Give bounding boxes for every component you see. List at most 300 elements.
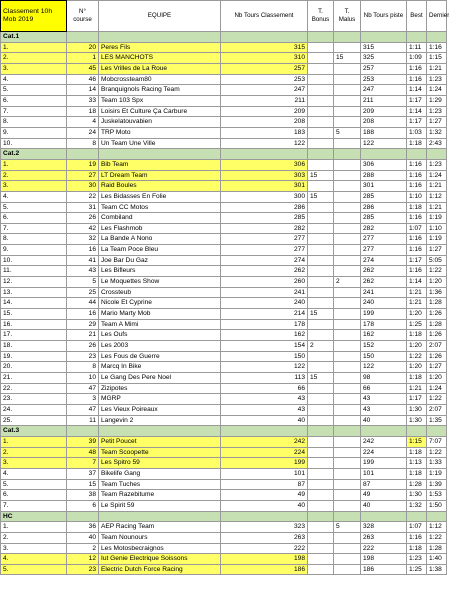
bonus-cell[interactable]: 15: [308, 309, 334, 320]
rank-cell[interactable]: 7.: [1, 106, 67, 117]
last-lap-cell[interactable]: 1:28: [427, 298, 447, 309]
laps-track-cell[interactable]: 253: [361, 74, 407, 85]
team-cell[interactable]: Le Gang Des Pere Noel: [99, 373, 221, 384]
laps-track-cell[interactable]: 122: [361, 362, 407, 373]
race-number-cell[interactable]: 21: [67, 330, 99, 341]
best-lap-cell[interactable]: 1:16: [407, 234, 427, 245]
bonus-cell[interactable]: [308, 532, 334, 543]
race-number-cell[interactable]: 8: [67, 362, 99, 373]
rank-cell[interactable]: 15.: [1, 309, 67, 320]
team-cell[interactable]: Langevin 2: [99, 415, 221, 426]
bonus-cell[interactable]: [308, 287, 334, 298]
bonus-cell[interactable]: [308, 330, 334, 341]
bonus-cell[interactable]: [308, 458, 334, 469]
rank-cell[interactable]: 16.: [1, 319, 67, 330]
rank-cell[interactable]: 3.: [1, 458, 67, 469]
race-number-cell[interactable]: 40: [67, 532, 99, 543]
team-cell[interactable]: Un Team Une Ville: [99, 138, 221, 149]
race-number-cell[interactable]: 29: [67, 319, 99, 330]
empty-cell[interactable]: [221, 149, 308, 160]
rank-cell[interactable]: 5.: [1, 85, 67, 96]
laps-track-cell[interactable]: 315: [361, 42, 407, 53]
last-lap-cell[interactable]: 1:27: [427, 117, 447, 128]
best-lap-cell[interactable]: 1:20: [407, 341, 427, 352]
malus-cell[interactable]: [334, 245, 361, 256]
malus-cell[interactable]: [334, 383, 361, 394]
team-cell[interactable]: Team 103 Spx: [99, 95, 221, 106]
best-lap-cell[interactable]: 1:16: [407, 213, 427, 224]
bonus-cell[interactable]: [308, 436, 334, 447]
last-lap-cell[interactable]: 1:23: [427, 74, 447, 85]
malus-cell[interactable]: [334, 543, 361, 554]
last-lap-cell[interactable]: 1:22: [427, 394, 447, 405]
last-lap-cell[interactable]: 1:21: [427, 63, 447, 74]
laps-ranking-cell[interactable]: 257: [221, 63, 308, 74]
race-number-cell[interactable]: 14: [67, 85, 99, 96]
race-number-cell[interactable]: 43: [67, 266, 99, 277]
team-cell[interactable]: Marcq In Bike: [99, 362, 221, 373]
malus-cell[interactable]: [334, 213, 361, 224]
empty-cell[interactable]: [407, 426, 427, 437]
rank-cell[interactable]: 9.: [1, 245, 67, 256]
team-cell[interactable]: Les Bidasses En Folie: [99, 191, 221, 202]
empty-cell[interactable]: [427, 426, 447, 437]
laps-track-cell[interactable]: 240: [361, 298, 407, 309]
team-cell[interactable]: Team Scoopette: [99, 447, 221, 458]
rank-cell[interactable]: 14.: [1, 298, 67, 309]
team-cell[interactable]: Team Razebitume: [99, 490, 221, 501]
empty-cell[interactable]: [67, 511, 99, 522]
rank-cell[interactable]: 7.: [1, 500, 67, 511]
last-lap-cell[interactable]: 1:40: [427, 554, 447, 565]
laps-track-cell[interactable]: 224: [361, 447, 407, 458]
empty-cell[interactable]: [407, 149, 427, 160]
race-number-cell[interactable]: 19: [67, 159, 99, 170]
laps-track-cell[interactable]: 222: [361, 543, 407, 554]
best-lap-cell[interactable]: 1:10: [407, 191, 427, 202]
malus-cell[interactable]: [334, 319, 361, 330]
race-number-cell[interactable]: 4: [67, 117, 99, 128]
laps-ranking-cell[interactable]: 211: [221, 95, 308, 106]
laps-ranking-cell[interactable]: 40: [221, 415, 308, 426]
last-lap-cell[interactable]: 1:32: [427, 127, 447, 138]
laps-track-cell[interactable]: 263: [361, 532, 407, 543]
rank-cell[interactable]: 1.: [1, 522, 67, 533]
laps-ranking-cell[interactable]: 282: [221, 223, 308, 234]
laps-track-cell[interactable]: 247: [361, 85, 407, 96]
bonus-cell[interactable]: [308, 468, 334, 479]
bonus-cell[interactable]: [308, 95, 334, 106]
race-number-cell[interactable]: 23: [67, 564, 99, 575]
laps-track-cell[interactable]: 277: [361, 245, 407, 256]
rank-cell[interactable]: 1.: [1, 159, 67, 170]
bonus-cell[interactable]: [308, 202, 334, 213]
race-number-cell[interactable]: 18: [67, 106, 99, 117]
malus-cell[interactable]: [334, 341, 361, 352]
rank-cell[interactable]: 20.: [1, 362, 67, 373]
category-label[interactable]: Cat.1: [1, 32, 67, 43]
best-lap-cell[interactable]: 1:20: [407, 309, 427, 320]
malus-cell[interactable]: [334, 42, 361, 53]
laps-track-cell[interactable]: 241: [361, 287, 407, 298]
malus-cell[interactable]: [334, 74, 361, 85]
laps-track-cell[interactable]: 150: [361, 351, 407, 362]
malus-cell[interactable]: [334, 468, 361, 479]
malus-cell[interactable]: [334, 202, 361, 213]
bonus-cell[interactable]: [308, 543, 334, 554]
bonus-cell[interactable]: [308, 53, 334, 64]
malus-cell[interactable]: [334, 159, 361, 170]
best-lap-cell[interactable]: 1:16: [407, 181, 427, 192]
team-cell[interactable]: Iut Genie Electrique Soissons: [99, 554, 221, 565]
race-number-cell[interactable]: 7: [67, 458, 99, 469]
bonus-cell[interactable]: [308, 138, 334, 149]
team-cell[interactable]: Juskelatouvabien: [99, 117, 221, 128]
best-lap-cell[interactable]: 1:16: [407, 63, 427, 74]
race-number-cell[interactable]: 8: [67, 138, 99, 149]
race-number-cell[interactable]: 42: [67, 223, 99, 234]
laps-track-cell[interactable]: 262: [361, 277, 407, 288]
malus-cell[interactable]: [334, 373, 361, 384]
rank-cell[interactable]: 23.: [1, 394, 67, 405]
team-cell[interactable]: Joe Bar Du Gaz: [99, 255, 221, 266]
last-lap-cell[interactable]: 1:22: [427, 532, 447, 543]
laps-track-cell[interactable]: 101: [361, 468, 407, 479]
laps-track-cell[interactable]: 186: [361, 564, 407, 575]
bonus-cell[interactable]: [308, 394, 334, 405]
empty-cell[interactable]: [334, 426, 361, 437]
race-number-cell[interactable]: 3: [67, 394, 99, 405]
team-cell[interactable]: LES MANCHOTS: [99, 53, 221, 64]
empty-cell[interactable]: [427, 32, 447, 43]
laps-ranking-cell[interactable]: 277: [221, 234, 308, 245]
last-lap-cell[interactable]: 1:12: [427, 191, 447, 202]
team-cell[interactable]: Team Tuches: [99, 479, 221, 490]
malus-cell[interactable]: [334, 447, 361, 458]
laps-track-cell[interactable]: 198: [361, 554, 407, 565]
malus-cell[interactable]: [334, 298, 361, 309]
laps-ranking-cell[interactable]: 154: [221, 341, 308, 352]
laps-ranking-cell[interactable]: 310: [221, 53, 308, 64]
best-lap-cell[interactable]: 1:16: [407, 532, 427, 543]
malus-cell[interactable]: [334, 191, 361, 202]
team-cell[interactable]: Les Bifleurs: [99, 266, 221, 277]
rank-cell[interactable]: 4.: [1, 74, 67, 85]
best-lap-cell[interactable]: 1:21: [407, 287, 427, 298]
laps-ranking-cell[interactable]: 122: [221, 138, 308, 149]
race-number-cell[interactable]: 6: [67, 500, 99, 511]
header-dernier[interactable]: Dernier: [427, 1, 447, 32]
best-lap-cell[interactable]: 1:18: [407, 138, 427, 149]
rank-cell[interactable]: 3.: [1, 543, 67, 554]
header-malus[interactable]: T. Malus: [334, 1, 361, 32]
laps-track-cell[interactable]: 301: [361, 181, 407, 192]
header-num-course[interactable]: N° course: [67, 1, 99, 32]
malus-cell[interactable]: [334, 309, 361, 320]
bonus-cell[interactable]: [308, 117, 334, 128]
empty-cell[interactable]: [361, 149, 407, 160]
malus-cell[interactable]: [334, 106, 361, 117]
empty-cell[interactable]: [221, 32, 308, 43]
race-number-cell[interactable]: 30: [67, 181, 99, 192]
header-equipe[interactable]: EQUIPE: [99, 1, 221, 32]
laps-ranking-cell[interactable]: 199: [221, 458, 308, 469]
header-classement[interactable]: Classement 10h Mob 2019: [1, 1, 67, 32]
team-cell[interactable]: Les 2003: [99, 341, 221, 352]
race-number-cell[interactable]: 32: [67, 234, 99, 245]
malus-cell[interactable]: [334, 266, 361, 277]
team-cell[interactable]: Les Spitro 59: [99, 458, 221, 469]
rank-cell[interactable]: 2.: [1, 170, 67, 181]
last-lap-cell[interactable]: 2:07: [427, 341, 447, 352]
rank-cell[interactable]: 5.: [1, 479, 67, 490]
empty-cell[interactable]: [308, 149, 334, 160]
laps-track-cell[interactable]: 178: [361, 319, 407, 330]
last-lap-cell[interactable]: 1:23: [427, 159, 447, 170]
bonus-cell[interactable]: [308, 564, 334, 575]
rank-cell[interactable]: 12.: [1, 277, 67, 288]
best-lap-cell[interactable]: 1:17: [407, 95, 427, 106]
rank-cell[interactable]: 22.: [1, 383, 67, 394]
bonus-cell[interactable]: [308, 74, 334, 85]
laps-ranking-cell[interactable]: 303: [221, 170, 308, 181]
last-lap-cell[interactable]: 1:16: [427, 42, 447, 53]
laps-track-cell[interactable]: 40: [361, 500, 407, 511]
laps-ranking-cell[interactable]: 315: [221, 42, 308, 53]
best-lap-cell[interactable]: 1:15: [407, 436, 427, 447]
last-lap-cell[interactable]: 1:10: [427, 223, 447, 234]
laps-track-cell[interactable]: 325: [361, 53, 407, 64]
best-lap-cell[interactable]: 1:30: [407, 490, 427, 501]
laps-ranking-cell[interactable]: 253: [221, 74, 308, 85]
race-number-cell[interactable]: 36: [67, 522, 99, 533]
bonus-cell[interactable]: [308, 42, 334, 53]
team-cell[interactable]: La Team Poce Bleu: [99, 245, 221, 256]
laps-ranking-cell[interactable]: 274: [221, 255, 308, 266]
laps-track-cell[interactable]: 162: [361, 330, 407, 341]
best-lap-cell[interactable]: 1:16: [407, 170, 427, 181]
empty-cell[interactable]: [99, 426, 221, 437]
last-lap-cell[interactable]: 2:43: [427, 138, 447, 149]
malus-cell[interactable]: [334, 490, 361, 501]
team-cell[interactable]: Les Fous de Guerre: [99, 351, 221, 362]
rank-cell[interactable]: 10.: [1, 255, 67, 266]
last-lap-cell[interactable]: 1:53: [427, 490, 447, 501]
team-cell[interactable]: Raid Boules: [99, 181, 221, 192]
laps-ranking-cell[interactable]: 49: [221, 490, 308, 501]
laps-ranking-cell[interactable]: 240: [221, 298, 308, 309]
best-lap-cell[interactable]: 1:13: [407, 458, 427, 469]
last-lap-cell[interactable]: 1:22: [427, 447, 447, 458]
rank-cell[interactable]: 19.: [1, 351, 67, 362]
race-number-cell[interactable]: 44: [67, 298, 99, 309]
best-lap-cell[interactable]: 1:16: [407, 266, 427, 277]
race-number-cell[interactable]: 11: [67, 415, 99, 426]
team-cell[interactable]: Branquignols Racing Team: [99, 85, 221, 96]
malus-cell[interactable]: [334, 564, 361, 575]
empty-cell[interactable]: [361, 511, 407, 522]
team-cell[interactable]: Les Vieux Poireaux: [99, 404, 221, 415]
header-nb-tours-classement[interactable]: Nb Tours Classement: [221, 1, 308, 32]
bonus-cell[interactable]: [308, 383, 334, 394]
best-lap-cell[interactable]: 1:18: [407, 447, 427, 458]
rank-cell[interactable]: 11.: [1, 266, 67, 277]
empty-cell[interactable]: [67, 426, 99, 437]
race-number-cell[interactable]: 26: [67, 341, 99, 352]
best-lap-cell[interactable]: 1:07: [407, 522, 427, 533]
laps-track-cell[interactable]: 66: [361, 383, 407, 394]
best-lap-cell[interactable]: 1:14: [407, 85, 427, 96]
malus-cell[interactable]: 5: [334, 522, 361, 533]
rank-cell[interactable]: 18.: [1, 341, 67, 352]
last-lap-cell[interactable]: 1:24: [427, 383, 447, 394]
team-cell[interactable]: Nicole Et Cyprine: [99, 298, 221, 309]
malus-cell[interactable]: 2: [334, 277, 361, 288]
bonus-cell[interactable]: [308, 127, 334, 138]
team-cell[interactable]: Mario Marty Mob: [99, 309, 221, 320]
laps-track-cell[interactable]: 286: [361, 202, 407, 213]
bonus-cell[interactable]: [308, 298, 334, 309]
malus-cell[interactable]: [334, 362, 361, 373]
laps-ranking-cell[interactable]: 87: [221, 479, 308, 490]
team-cell[interactable]: Bikelife Gang: [99, 468, 221, 479]
rank-cell[interactable]: 3.: [1, 181, 67, 192]
laps-ranking-cell[interactable]: 323: [221, 522, 308, 533]
bonus-cell[interactable]: [308, 159, 334, 170]
laps-ranking-cell[interactable]: 285: [221, 213, 308, 224]
team-cell[interactable]: AEP Racing Team: [99, 522, 221, 533]
race-number-cell[interactable]: 38: [67, 490, 99, 501]
bonus-cell[interactable]: [308, 362, 334, 373]
best-lap-cell[interactable]: 1:20: [407, 362, 427, 373]
laps-ranking-cell[interactable]: 162: [221, 330, 308, 341]
empty-cell[interactable]: [67, 149, 99, 160]
bonus-cell[interactable]: [308, 500, 334, 511]
bonus-cell[interactable]: [308, 85, 334, 96]
malus-cell[interactable]: [334, 255, 361, 266]
malus-cell[interactable]: [334, 95, 361, 106]
last-lap-cell[interactable]: 1:26: [427, 309, 447, 320]
malus-cell[interactable]: [334, 479, 361, 490]
empty-cell[interactable]: [407, 511, 427, 522]
race-number-cell[interactable]: 41: [67, 255, 99, 266]
laps-ranking-cell[interactable]: 43: [221, 404, 308, 415]
malus-cell[interactable]: [334, 85, 361, 96]
empty-cell[interactable]: [67, 32, 99, 43]
race-number-cell[interactable]: 37: [67, 468, 99, 479]
race-number-cell[interactable]: 22: [67, 191, 99, 202]
bonus-cell[interactable]: [308, 181, 334, 192]
laps-ranking-cell[interactable]: 242: [221, 436, 308, 447]
rank-cell[interactable]: 9.: [1, 127, 67, 138]
team-cell[interactable]: Zizipotes: [99, 383, 221, 394]
last-lap-cell[interactable]: 1:29: [427, 95, 447, 106]
best-lap-cell[interactable]: 1:30: [407, 415, 427, 426]
best-lap-cell[interactable]: 1:11: [407, 42, 427, 53]
last-lap-cell[interactable]: 1:21: [427, 202, 447, 213]
rank-cell[interactable]: 8.: [1, 234, 67, 245]
laps-track-cell[interactable]: 199: [361, 458, 407, 469]
race-number-cell[interactable]: 48: [67, 447, 99, 458]
rank-cell[interactable]: 5.: [1, 564, 67, 575]
malus-cell[interactable]: [334, 458, 361, 469]
laps-track-cell[interactable]: 199: [361, 309, 407, 320]
laps-ranking-cell[interactable]: 40: [221, 500, 308, 511]
malus-cell[interactable]: 15: [334, 53, 361, 64]
best-lap-cell[interactable]: 1:22: [407, 351, 427, 362]
rank-cell[interactable]: 2.: [1, 447, 67, 458]
laps-track-cell[interactable]: 242: [361, 436, 407, 447]
malus-cell[interactable]: [334, 63, 361, 74]
empty-cell[interactable]: [99, 32, 221, 43]
bonus-cell[interactable]: [308, 351, 334, 362]
best-lap-cell[interactable]: 1:23: [407, 554, 427, 565]
laps-track-cell[interactable]: 98: [361, 373, 407, 384]
category-label[interactable]: HC: [1, 511, 67, 522]
team-cell[interactable]: Team Nounours: [99, 532, 221, 543]
last-lap-cell[interactable]: 1:27: [427, 362, 447, 373]
best-lap-cell[interactable]: 1:18: [407, 330, 427, 341]
last-lap-cell[interactable]: 1:39: [427, 479, 447, 490]
race-number-cell[interactable]: 47: [67, 383, 99, 394]
team-cell[interactable]: Les Flashmob: [99, 223, 221, 234]
rank-cell[interactable]: 6.: [1, 95, 67, 106]
best-lap-cell[interactable]: 1:17: [407, 255, 427, 266]
category-label[interactable]: Cat.3: [1, 426, 67, 437]
bonus-cell[interactable]: [308, 479, 334, 490]
last-lap-cell[interactable]: 1:21: [427, 181, 447, 192]
race-number-cell[interactable]: 24: [67, 127, 99, 138]
last-lap-cell[interactable]: 1:20: [427, 277, 447, 288]
rank-cell[interactable]: 17.: [1, 330, 67, 341]
team-cell[interactable]: Le Spirit 59: [99, 500, 221, 511]
laps-track-cell[interactable]: 211: [361, 95, 407, 106]
laps-ranking-cell[interactable]: 286: [221, 202, 308, 213]
empty-cell[interactable]: [334, 511, 361, 522]
malus-cell[interactable]: [334, 170, 361, 181]
laps-ranking-cell[interactable]: 262: [221, 266, 308, 277]
last-lap-cell[interactable]: 5:05: [427, 255, 447, 266]
empty-cell[interactable]: [308, 426, 334, 437]
rank-cell[interactable]: 6.: [1, 490, 67, 501]
laps-track-cell[interactable]: 49: [361, 490, 407, 501]
rank-cell[interactable]: 6.: [1, 213, 67, 224]
last-lap-cell[interactable]: 1:22: [427, 266, 447, 277]
race-number-cell[interactable]: 1: [67, 53, 99, 64]
last-lap-cell[interactable]: 1:50: [427, 500, 447, 511]
race-number-cell[interactable]: 25: [67, 287, 99, 298]
bonus-cell[interactable]: [308, 213, 334, 224]
last-lap-cell[interactable]: 1:19: [427, 468, 447, 479]
laps-ranking-cell[interactable]: 263: [221, 532, 308, 543]
malus-cell[interactable]: 5: [334, 127, 361, 138]
header-nb-tours-piste[interactable]: Nb Tours piste: [361, 1, 407, 32]
laps-track-cell[interactable]: 282: [361, 223, 407, 234]
team-cell[interactable]: Peres Fils: [99, 42, 221, 53]
race-number-cell[interactable]: 46: [67, 74, 99, 85]
best-lap-cell[interactable]: 1:28: [407, 479, 427, 490]
team-cell[interactable]: Team A Mimi: [99, 319, 221, 330]
laps-ranking-cell[interactable]: 186: [221, 564, 308, 575]
last-lap-cell[interactable]: 1:35: [427, 415, 447, 426]
bonus-cell[interactable]: [308, 234, 334, 245]
last-lap-cell[interactable]: 1:19: [427, 234, 447, 245]
race-number-cell[interactable]: 23: [67, 351, 99, 362]
race-number-cell[interactable]: 33: [67, 95, 99, 106]
best-lap-cell[interactable]: 1:07: [407, 223, 427, 234]
team-cell[interactable]: Les Vrilles de La Roue: [99, 63, 221, 74]
bonus-cell[interactable]: [308, 404, 334, 415]
